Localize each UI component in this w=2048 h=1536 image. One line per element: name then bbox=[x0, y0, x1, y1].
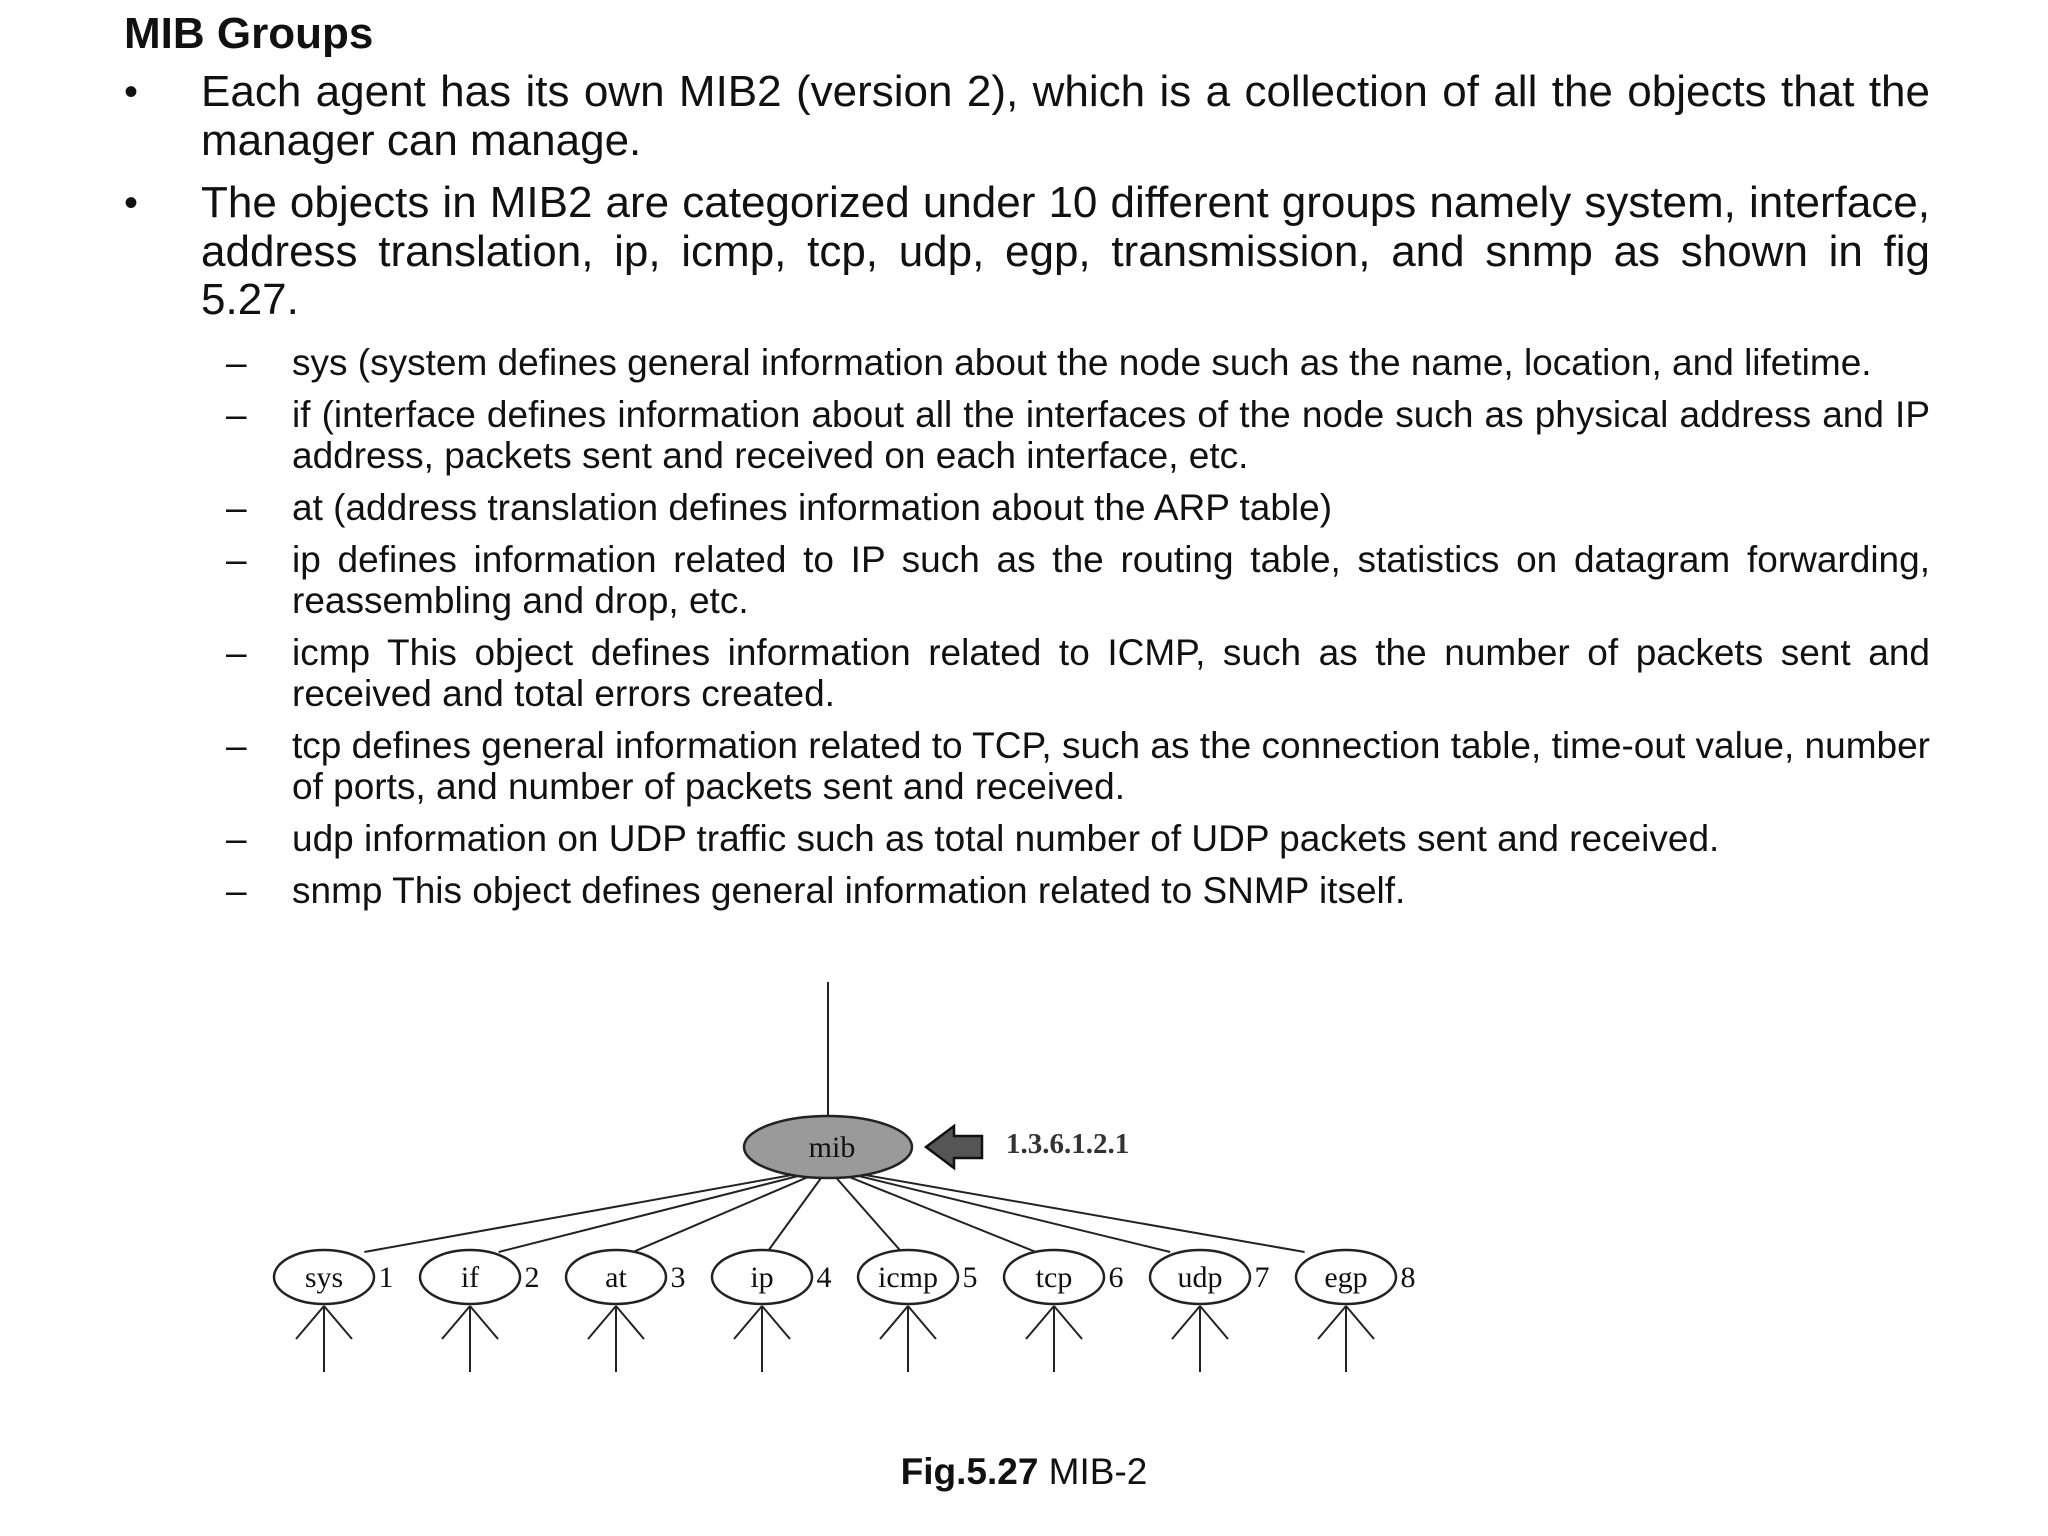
tree-node-number-3: 3 bbox=[670, 1261, 686, 1294]
sub-bullet-item bbox=[222, 394, 1930, 476]
tree-node-number-2: 2 bbox=[524, 1261, 540, 1294]
tree-edge-sys bbox=[364, 1173, 802, 1252]
tree-node-label-sys: sys bbox=[304, 1261, 344, 1294]
branch-stub bbox=[296, 1306, 324, 1339]
tree-node-number-5: 5 bbox=[962, 1261, 978, 1294]
branch-stub bbox=[1172, 1306, 1200, 1339]
sub-bullet-text: icmp This object defines information related to ICMP, such as the number of packets sent and received and total errors created. bbox=[292, 632, 1930, 714]
sub-bullet-item bbox=[222, 539, 1930, 621]
tree-node-number-7: 7 bbox=[1254, 1261, 1270, 1294]
dash-marker: – bbox=[226, 870, 247, 911]
tree-edge-if bbox=[499, 1173, 810, 1252]
tree-edges bbox=[364, 1173, 1304, 1252]
branch-stub bbox=[470, 1306, 498, 1339]
tree-node-number-1: 1 bbox=[378, 1261, 394, 1294]
sub-bullet-text: sys (system defines general information about the node such as the name, location, and lifetime. bbox=[292, 342, 1872, 383]
sub-bullet-item bbox=[222, 632, 1930, 714]
tree-node-label-tcp: tcp bbox=[1035, 1261, 1073, 1294]
dash-marker: – bbox=[226, 487, 247, 528]
branch-stub bbox=[442, 1306, 470, 1339]
tree-node-label-icmp: icmp bbox=[878, 1261, 938, 1294]
tree-edge-at bbox=[633, 1173, 817, 1252]
branch-stub bbox=[1054, 1306, 1082, 1339]
sub-bullet-item bbox=[222, 487, 1930, 528]
sub-bullet-item bbox=[222, 725, 1930, 807]
caption-figure-number: Fig.5.27 bbox=[900, 1451, 1039, 1492]
sub-bullet-item bbox=[222, 870, 1930, 911]
dash-marker: – bbox=[226, 539, 247, 580]
tree-node-label-udp: udp bbox=[1177, 1261, 1223, 1294]
sub-bullet-text: ip defines information related to IP such as the routing table, statistics on datagram forwarding, reassembling and drop, etc. bbox=[292, 539, 1930, 621]
branch-stub bbox=[1026, 1306, 1054, 1339]
dash-marker: – bbox=[226, 394, 247, 435]
dash-marker: – bbox=[226, 725, 247, 766]
branch-stub bbox=[1200, 1306, 1228, 1339]
sub-bullet-item bbox=[222, 342, 1930, 383]
tree-node-label-ip: ip bbox=[750, 1261, 774, 1294]
branch-stub bbox=[880, 1306, 908, 1339]
branch-stub bbox=[1318, 1306, 1346, 1339]
figure-caption bbox=[0, 1448, 2048, 1496]
caption-text: MIB-2 bbox=[1038, 1451, 1148, 1492]
sub-bullet-text: at (address translation defines information about the ARP table) bbox=[292, 487, 1333, 528]
sub-bullet-list bbox=[222, 342, 1930, 922]
tree-node-label-at: at bbox=[605, 1261, 627, 1294]
oid-label: 1.3.6.1.2.1 bbox=[1006, 1128, 1130, 1160]
bullet-text: Each agent has its own MIB2 (version 2), which is a collection of all the objects that the manager can manage. bbox=[201, 67, 1930, 165]
bullet-item bbox=[124, 179, 1930, 325]
sub-bullet-text: udp information on UDP traffic such as total number of UDP packets sent and received. bbox=[292, 818, 1720, 859]
branch-stub bbox=[588, 1306, 616, 1339]
tree-node-number-6: 6 bbox=[1108, 1261, 1124, 1294]
sub-bullet-text: if (interface defines information about all the interfaces of the node such as physical address and IP address, packets sent and received on each interface, etc. bbox=[292, 394, 1930, 476]
tree-nodes bbox=[274, 1250, 1416, 1372]
branch-stub bbox=[908, 1306, 936, 1339]
page-title: MIB Groups bbox=[124, 9, 374, 58]
dash-marker: – bbox=[226, 818, 247, 859]
branch-stub bbox=[1346, 1306, 1374, 1339]
sub-bullet-item bbox=[222, 818, 1930, 859]
left-arrow-icon bbox=[926, 1126, 982, 1168]
branch-stub bbox=[324, 1306, 352, 1339]
sub-bullet-text: tcp defines general information related to TCP, such as the connection table, time-out value, number of ports, and number of packets sent and received. bbox=[292, 725, 1930, 807]
tree-node-number-8: 8 bbox=[1400, 1261, 1416, 1294]
bullet-item bbox=[124, 68, 1930, 165]
tree-edge-egp bbox=[854, 1173, 1305, 1252]
tree-edge-ip bbox=[767, 1173, 824, 1252]
branch-stub bbox=[616, 1306, 644, 1339]
dash-marker: – bbox=[226, 632, 247, 673]
tree-node-number-4: 4 bbox=[816, 1261, 832, 1294]
mib-root-label: mib bbox=[808, 1131, 856, 1164]
bullet-text: The objects in MIB2 are categorized under 10 different groups namely system, interface, address translation, ip, icmp, tcp, udp, egp, transmission, and snmp as shown in fig 5.27. bbox=[201, 178, 1930, 324]
branch-stub bbox=[762, 1306, 790, 1339]
bullet-list bbox=[124, 68, 1930, 339]
tree-node-label-egp: egp bbox=[1324, 1261, 1368, 1294]
tree-node-label-if: if bbox=[460, 1261, 480, 1294]
branch-stub bbox=[734, 1306, 762, 1339]
bullet-marker: • bbox=[124, 70, 139, 114]
dash-marker: – bbox=[226, 342, 247, 383]
mib2-tree-diagram bbox=[250, 972, 1450, 1392]
bullet-marker: • bbox=[124, 181, 139, 225]
sub-bullet-text: snmp This object defines general information related to SNMP itself. bbox=[292, 870, 1406, 911]
